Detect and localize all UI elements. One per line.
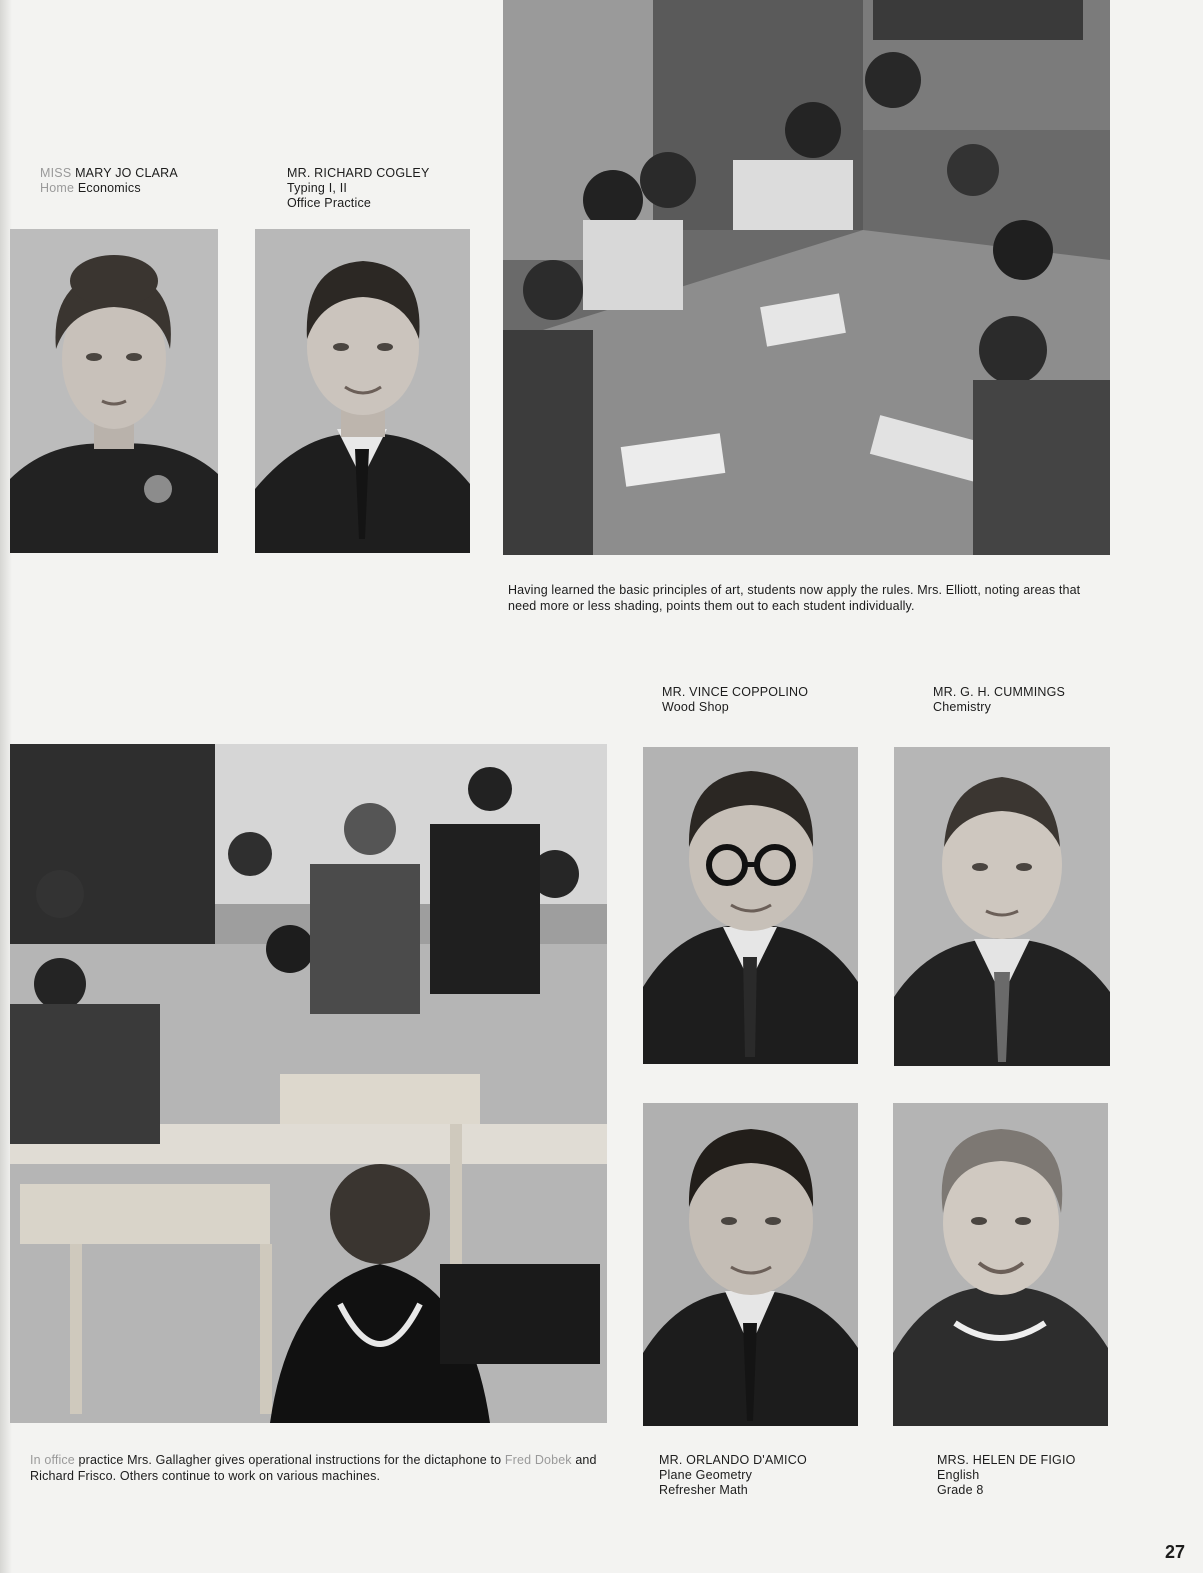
portrait-clara [10, 229, 218, 553]
photo-office-practice [10, 744, 607, 1423]
portrait-man-illustration [643, 1103, 858, 1426]
caption-clara [40, 166, 178, 196]
faculty-subject: Wood Shop [662, 700, 729, 714]
photo-art-class [503, 0, 1110, 555]
faculty-name: MR. ORLANDO D'AMICO [659, 1453, 807, 1467]
caption-coppolino [662, 685, 808, 715]
faculty-subject: Refresher Math [659, 1483, 748, 1497]
portrait-man-illustration [255, 229, 470, 553]
faculty-subject: Economics [77, 181, 141, 195]
portrait-defigio [893, 1103, 1108, 1426]
portrait-cogley [255, 229, 470, 553]
caption-text: practice Mrs. Gallagher gives operational instructions for the dictaphone to [78, 1453, 502, 1467]
office-practice-illustration [10, 744, 607, 1423]
faculty-subject: Office Practice [287, 196, 372, 210]
caption-cummings [933, 685, 1065, 715]
subject-prefix-faded: Home [40, 181, 75, 195]
faculty-subject: Typing I, II [287, 181, 348, 195]
faculty-name: MR. RICHARD COGLEY [287, 166, 430, 180]
page-number: 27 [1164, 1542, 1185, 1562]
name-prefix-faded: MISS [40, 166, 72, 180]
faculty-name: MR. G. H. CUMMINGS [933, 685, 1066, 699]
faculty-subject: Chemistry [933, 700, 992, 714]
portrait-man-glasses-illustration [643, 747, 858, 1064]
caption-cogley [287, 166, 430, 211]
caption-defigio [937, 1453, 1076, 1498]
caption-faded-lead: In office [30, 1453, 75, 1467]
portrait-woman-illustration [893, 1103, 1108, 1426]
faculty-name: MRS. HELEN DE FIGIO [937, 1453, 1076, 1467]
portrait-cummings [894, 747, 1110, 1066]
portrait-coppolino [643, 747, 858, 1064]
faculty-subject: Plane Geometry [659, 1468, 753, 1482]
caption-faded-name: Fred Dobek [504, 1453, 572, 1467]
caption-text-2: and Richard Frisco. Others continue to work on various machines. [30, 1453, 597, 1483]
faculty-name: MR. VINCE COPPOLINO [662, 685, 809, 699]
faculty-subject: Grade 8 [937, 1483, 984, 1497]
portrait-damico [643, 1103, 858, 1426]
faculty-name: MARY JO CLARA [75, 166, 178, 180]
faculty-subject: English [937, 1468, 980, 1482]
caption-art-class: Having learned the basic principles of art, students now apply the rules. Mrs. Elliott, noting areas that need more or less shading, points them out to each student individually. [508, 583, 1081, 613]
art-class-illustration [503, 0, 1110, 555]
caption-damico [659, 1453, 807, 1498]
portrait-woman-illustration [10, 229, 218, 553]
portrait-man-illustration [894, 747, 1110, 1066]
caption-office-practice [30, 1452, 610, 1484]
